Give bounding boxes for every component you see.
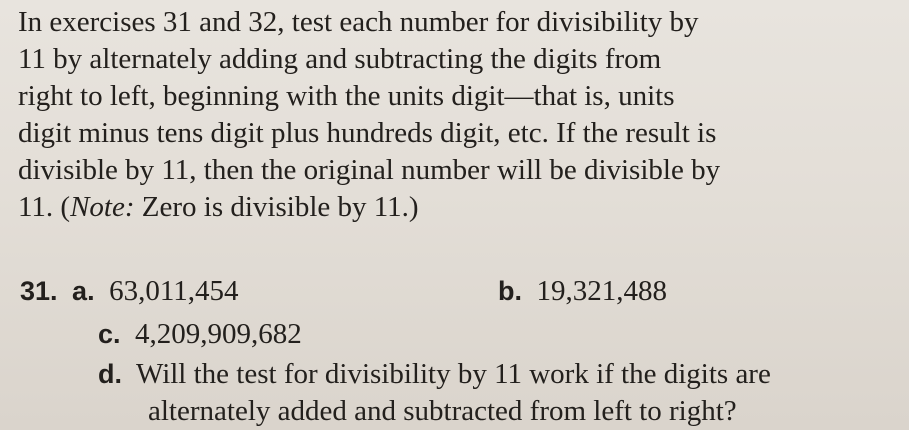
exercise-31-part-c (98, 317, 302, 351)
part-d-label: d. (98, 359, 122, 389)
exercise-31-part-a (20, 274, 239, 308)
instructions-line-3: right to left, beginning with the units digit—that is, units (18, 80, 675, 112)
instructions-line-6 (18, 189, 858, 226)
note-prefix: 11. ( (18, 191, 71, 223)
instructions-line-4: digit minus tens digit plus hundreds digit, etc. If the result is (18, 117, 717, 149)
part-a-label: a. (72, 276, 95, 306)
note-text: Zero is divisible by 11.) (134, 191, 419, 223)
part-b-value: 19,321,488 (536, 275, 667, 307)
exercise-31-part-b (498, 274, 667, 308)
instructions-line-2: 11 by alternately adding and subtracting the digits from (18, 43, 662, 75)
part-a-value: 63,011,454 (109, 275, 239, 307)
exercise-number: 31. (20, 276, 58, 306)
instructions-line-5: divisible by 11, then the original number will be divisible by (18, 154, 721, 186)
note-label: Note: (70, 191, 135, 223)
part-d-question-line-2: alternately added and subtracted from left to right? (148, 395, 737, 427)
instructions-line-1: In exercises 31 and 32, test each number for divisibility by (18, 6, 699, 38)
exercise-31-part-d (98, 357, 771, 391)
part-c-value: 4,209,909,682 (135, 318, 302, 350)
instructions-paragraph (18, 4, 858, 226)
part-b-label: b. (498, 276, 522, 306)
part-d-question-line-1: Will the test for divisibility by 11 work if the digits are (135, 358, 771, 390)
part-c-label: c. (98, 319, 121, 349)
